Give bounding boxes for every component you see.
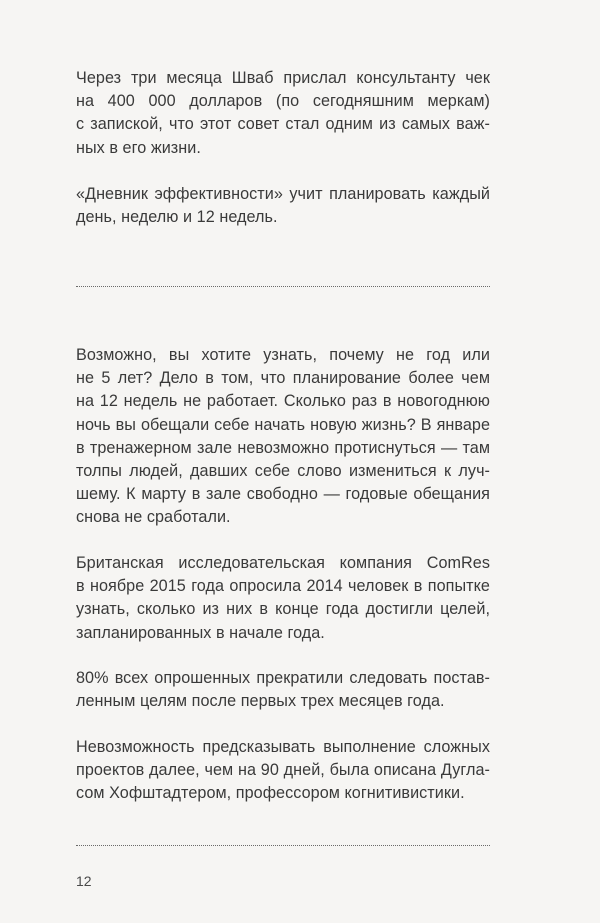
text-line: 80% всех опрошенных прекратили следовать постав- [76, 669, 490, 687]
text-line: не 5 лет? Дело в том, что планирование более чем [76, 369, 490, 388]
text-line: в ноябре 2015 года опросила 2014 человек в попытке [76, 577, 490, 596]
text-line: на 400 000 долларов (по сегодняшним меркам) [76, 92, 490, 111]
text-line: ленным целям после первых трех месяцев года. [76, 692, 445, 711]
text-line: Через три месяца Шваб прислал консультанту чек [76, 69, 490, 87]
paragraph-why-12-weeks [76, 344, 490, 530]
text-line: ночь вы обещали себе начать новую жизнь? В январе [76, 415, 490, 434]
paragraph-hofstadter [76, 736, 490, 806]
text-line: Невозможность предсказывать выполнение сложных [76, 738, 490, 756]
text-line: с запиской, что этот совет стал одним из самых важ- [76, 115, 490, 134]
book-page [76, 0, 490, 923]
text-line: день, неделю и 12 недель. [76, 208, 278, 227]
dotted-divider-bottom [76, 845, 490, 846]
text-line: в тренажерном зале невозможно протиснуться — там [76, 438, 490, 457]
text-line: узнать, сколько из них в конце года достигли целей, [76, 600, 490, 619]
text-line: ных в его жизни. [76, 138, 201, 157]
text-line: сом Хофштадтером, профессором когнитивистики. [76, 784, 465, 803]
text-line: Возможно, вы хотите узнать, почему не год или [76, 346, 490, 364]
text-line: проектов далее, чем на 90 дней, была описана Дугла- [76, 761, 490, 780]
paragraph-comres-survey [76, 552, 490, 645]
text-line: толпы людей, давших себе слово измениться к луч- [76, 462, 490, 481]
paragraph-80-percent [76, 667, 490, 713]
paragraph-diary-planning [76, 183, 490, 229]
page-number: 12 [76, 873, 92, 889]
text-line: на 12 недель не работает. Сколько раз в новогоднюю [76, 392, 490, 411]
text-line: Британская исследовательская компания ComRes [76, 554, 490, 572]
paragraph-schwab-check [76, 67, 490, 160]
text-line: запланированных в начале года. [76, 623, 325, 642]
text-line: снова не сработали. [76, 508, 231, 527]
text-line: шему. К марту в зале свободно — годовые обещания [76, 485, 490, 504]
text-line: «Дневник эффективности» учит планировать каждый [76, 185, 490, 203]
dotted-divider-top [76, 286, 490, 287]
